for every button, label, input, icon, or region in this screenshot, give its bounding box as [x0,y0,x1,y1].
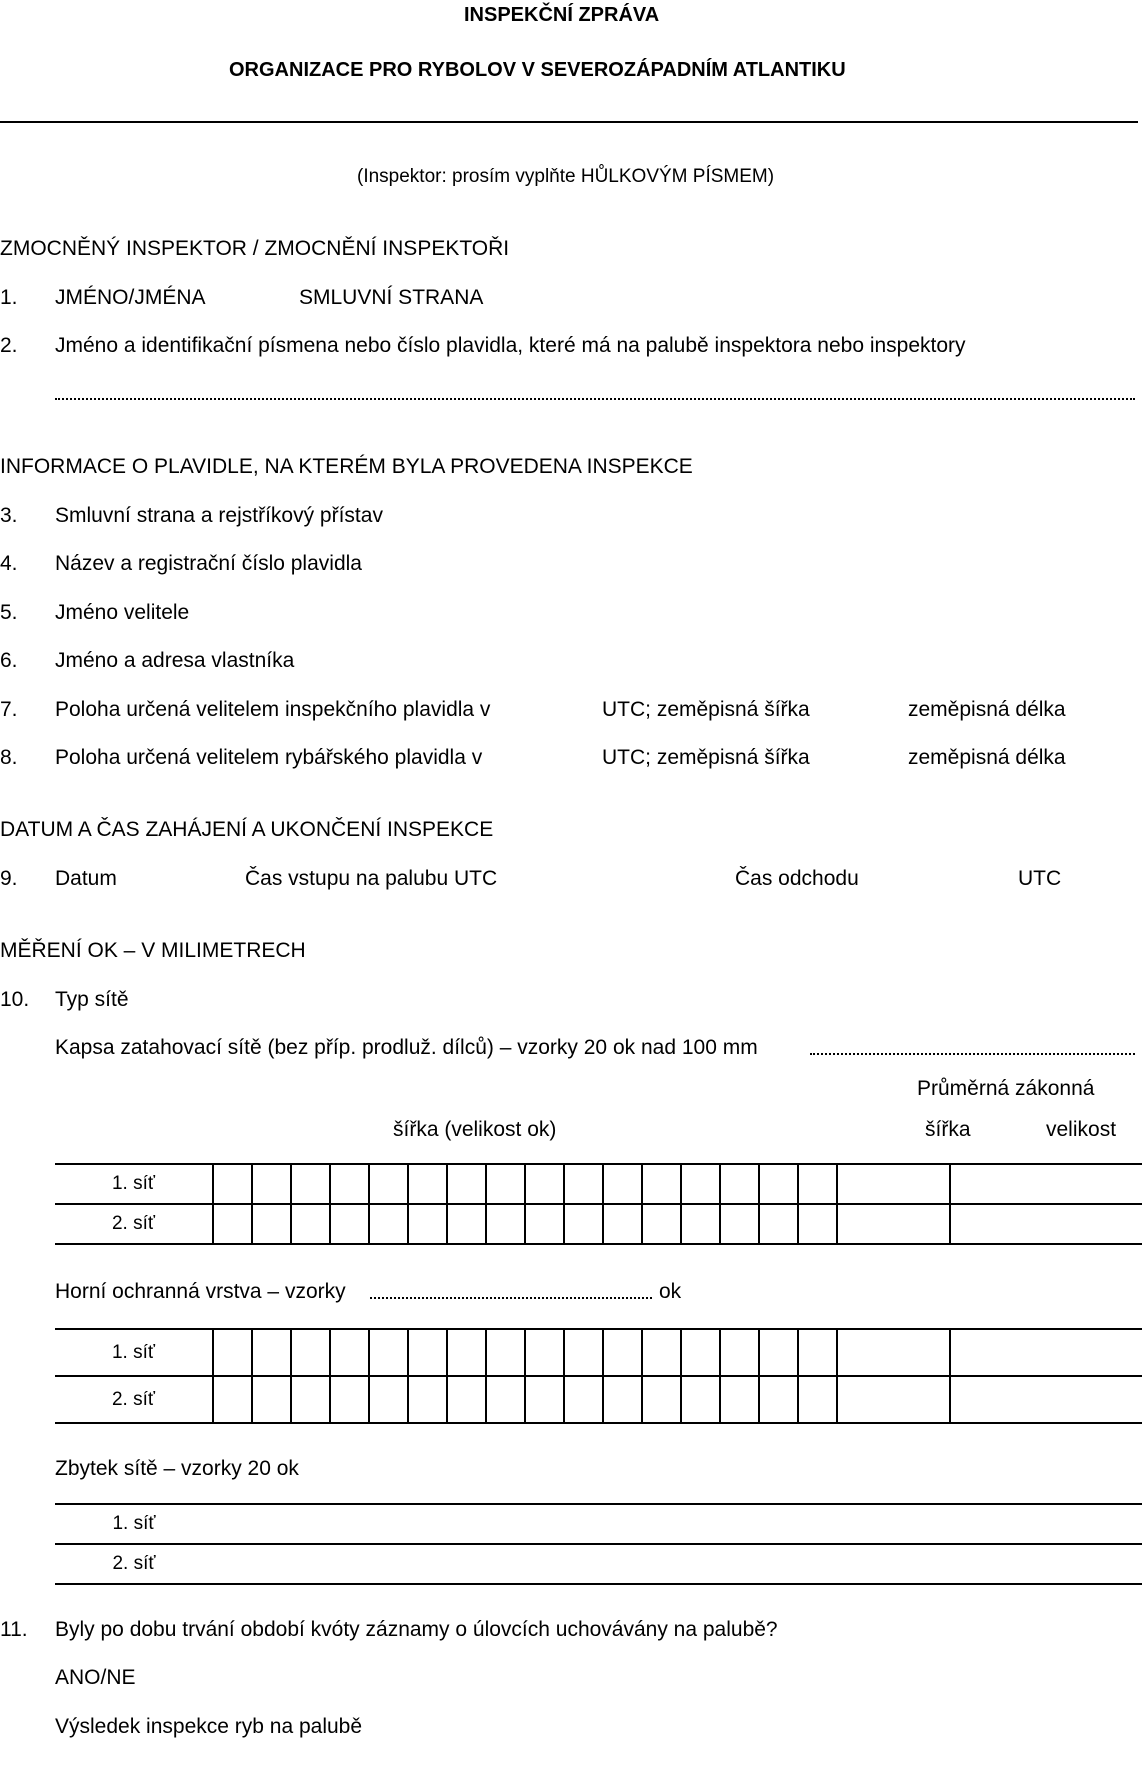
topside-measurement-grid [55,1328,1142,1424]
table-row [55,1504,1142,1544]
item-9-boarding-label: Čas vstupu na palubu UTC [245,867,498,890]
item-10-label: Typ sítě [55,988,129,1011]
item-3-number: 3. [0,504,18,527]
fill-instruction: (Inspektor: prosím vyplňte HŮLKOVÝM PÍSMEM) [357,166,775,187]
item-11-label: Byly po dobu trvání období kvóty záznamy o úlovcích uchovávány na palubě? [55,1618,778,1641]
item-2-number: 2. [0,334,18,357]
item-8-number: 8. [0,746,18,769]
rest-measurement-grid [55,1503,1142,1585]
item-5-label: Jméno velitele [55,601,190,624]
mesh-width-label: šířka (velikost ok) [393,1118,557,1141]
item-2-label: Jméno a identifikační písmena nebo číslo plavidla, které má na palubě inspektora nebo inspektory [55,334,966,357]
fish-inspection-result-label: Výsledek inspekce ryb na palubě [55,1715,363,1738]
item-6-number: 6. [0,649,18,672]
item-6-label: Jméno a adresa vlastníka [55,649,295,672]
item-4-number: 4. [0,552,18,575]
width-column-label: šířka [925,1118,971,1141]
item-10-number: 10. [0,988,30,1011]
document-title: INSPEKČNÍ ZPRÁVA [464,4,660,26]
codend-label: Kapsa zatahovací sítě (bez příp. prodluž. dílců) – vzorky 20 ok nad 100 mm [55,1036,758,1059]
item-4-label: Název a registrační číslo plavidla [55,552,362,575]
item-7-latitude-label: UTC; zeměpisná šířka [602,698,810,721]
net-2-label: 2. síť [111,1213,156,1234]
item-8-latitude-label: UTC; zeměpisná šířka [602,746,810,769]
average-legal-label: Průměrná zákonná [917,1077,1095,1100]
net-2-label: 2. síť [112,1553,156,1574]
topside-fill-line[interactable] [370,1297,652,1299]
item-7-label: Poloha určená velitelem inspekčního plavidla v [55,698,491,721]
topside-unit-label: ok [659,1280,682,1303]
size-column-label: velikost [1046,1118,1117,1141]
item-9-utc-label: UTC [1018,867,1062,890]
header-divider [0,121,1138,123]
item-9-date-label: Datum [55,867,117,890]
item-7-longitude-label: zeměpisná délka [908,698,1066,721]
yes-no-label[interactable]: ANO/NE [55,1666,136,1689]
rest-of-net-label: Zbytek sítě – vzorky 20 ok [55,1457,299,1480]
item-1-number: 1. [0,286,18,309]
table-row [55,1204,1142,1244]
table-row [55,1544,1142,1584]
item-1-name-label: JMÉNO/JMÉNA [55,286,206,309]
section-heading-inspectors: ZMOCNĚNÝ INSPEKTOR / ZMOCNĚNÍ INSPEKTOŘI [0,237,510,260]
section-heading-vessel: INFORMACE O PLAVIDLE, NA KTERÉM BYLA PROVEDENA INSPEKCE [0,455,693,478]
net-1-label: 1. síť [112,1513,156,1534]
item-8-label: Poloha určená velitelem rybářského plavidla v [55,746,483,769]
item-1-party-label: SMLUVNÍ STRANA [299,286,484,309]
net-1-label: 1. síť [111,1173,156,1194]
item-11-number: 11. [0,1618,28,1641]
item-5-number: 5. [0,601,18,624]
item-3-label: Smluvní strana a rejstříkový přístav [55,504,383,527]
topside-chafer-label: Horní ochranná vrstva – vzorky [55,1280,346,1303]
codend-fill-line[interactable] [810,1053,1135,1055]
item-8-longitude-label: zeměpisná délka [908,746,1066,769]
section-heading-time: DATUM A ČAS ZAHÁJENÍ A UKONČENÍ INSPEKCE [0,818,494,841]
table-row [55,1376,1142,1423]
table-row [55,1329,1142,1376]
table-row [55,1164,1142,1204]
codend-measurement-grid [55,1163,1142,1245]
item-9-departure-label: Čas odchodu [735,867,859,890]
item-9-number: 9. [0,867,18,890]
item-2-fill-line[interactable] [55,398,1135,400]
net-1-label: 1. síť [111,1341,156,1363]
item-7-number: 7. [0,698,18,721]
net-2-label: 2. síť [111,1388,156,1410]
section-heading-mesh: MĚŘENÍ OK – V MILIMETRECH [0,939,306,962]
organization-name: ORGANIZACE PRO RYBOLOV V SEVEROZÁPADNÍM ATLANTIKU [229,59,846,81]
